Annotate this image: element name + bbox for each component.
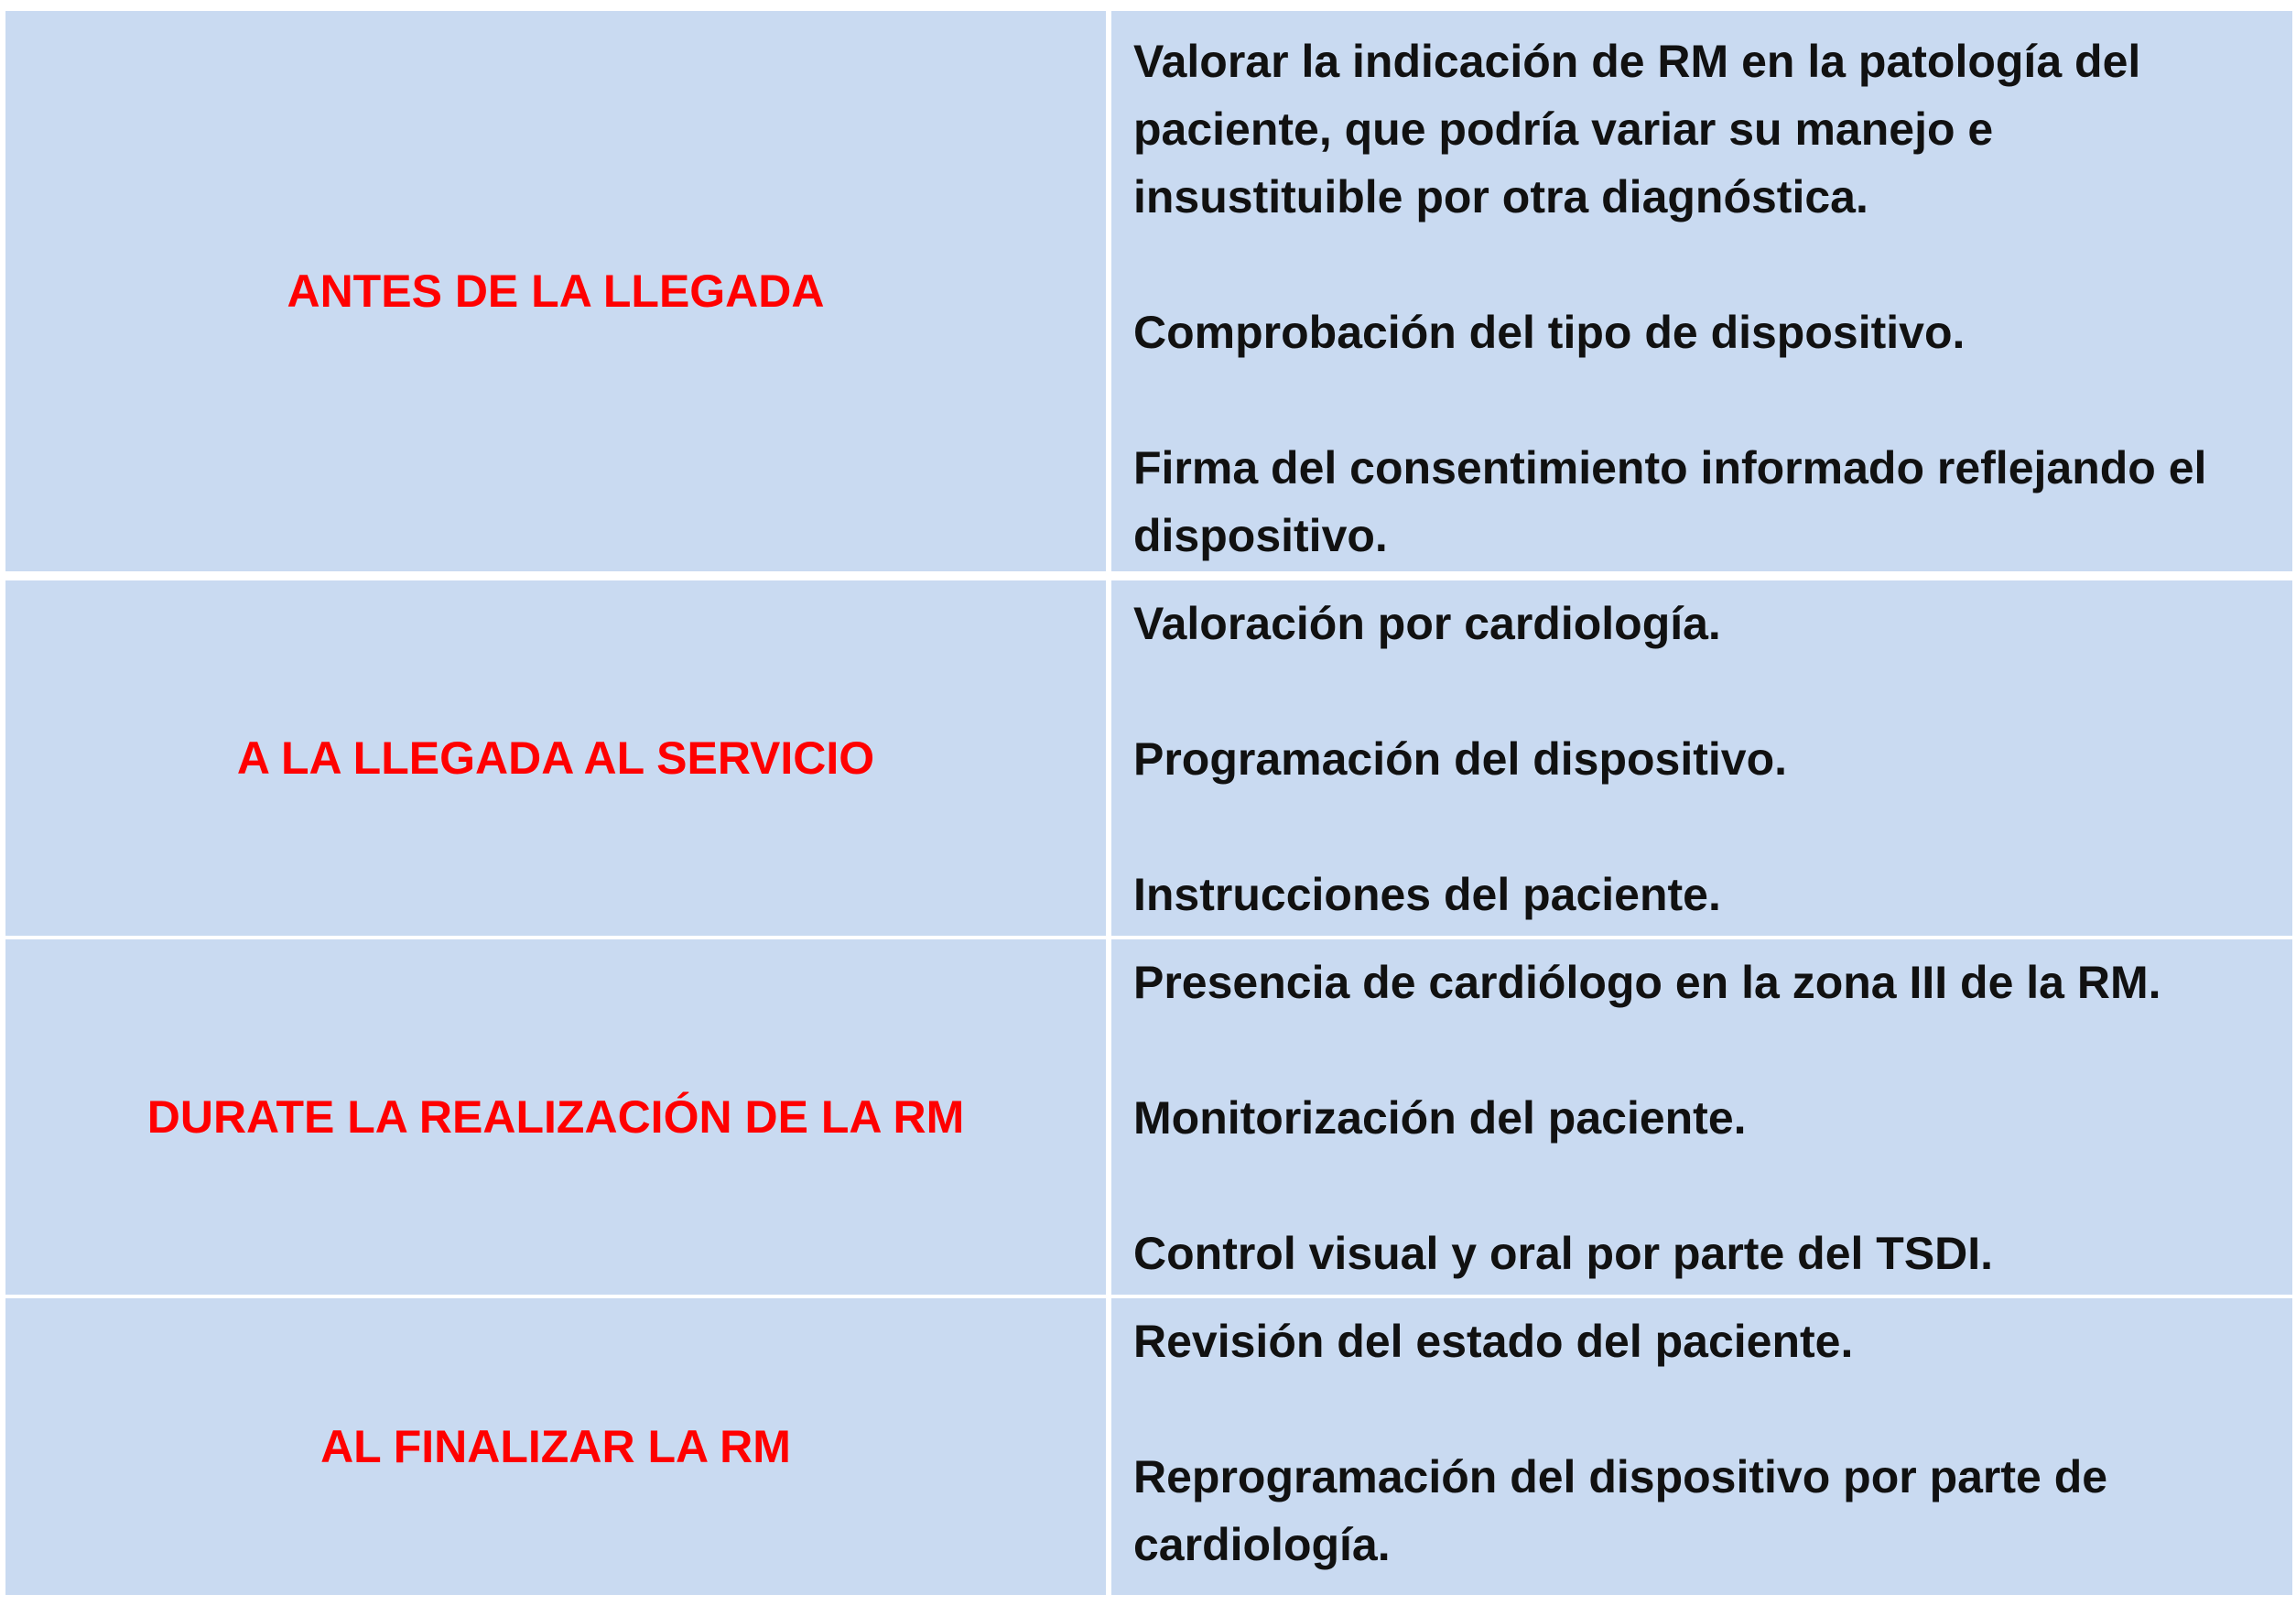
step-text: Presencia de cardiólogo en la zona III de la RM.: [1133, 957, 2161, 1008]
phase-label: AL FINALIZAR LA RM: [320, 1421, 791, 1472]
phase-cell: [5, 939, 1106, 1295]
step-text: Revisión del estado del paciente.: [1133, 1316, 1854, 1367]
step-text: Comprobación del tipo de dispositivo.: [1133, 307, 1966, 358]
row-divider: [5, 571, 2292, 580]
protocol-table: [5, 11, 2292, 1595]
phase-label: DURATE LA REALIZACIÓN DE LA RM: [146, 1091, 965, 1143]
step-text: Firma del consentimiento informado reflejando el dispositivo.: [1133, 442, 2207, 561]
step-text: Programación del dispositivo.: [1133, 733, 1788, 785]
phase-cell: [5, 580, 1106, 936]
step-text: Monitorización del paciente.: [1133, 1092, 1747, 1144]
phase-cell: [5, 11, 1106, 571]
step-text: Reprogramación del dispositivo por parte de cardiología.: [1133, 1451, 2108, 1570]
phase-cell: [5, 1298, 1106, 1595]
step-text: Valoración por cardiología.: [1133, 598, 1721, 649]
phase-label: ANTES DE LA LLEGADA: [287, 266, 825, 317]
step-text: Control visual y oral por parte del TSDI.: [1133, 1228, 1994, 1279]
steps-cell: [1111, 939, 2292, 1295]
steps-cell: [1111, 580, 2292, 936]
step-text: Valorar la indicación de RM en la patología del paciente, que podría variar su manejo e insustituible por otra diagnóstica.: [1133, 36, 2141, 222]
phase-label: A LA LLEGADA AL SERVICIO: [236, 732, 875, 784]
steps-cell: [1111, 11, 2292, 571]
steps-cell: [1111, 1298, 2292, 1595]
step-text: Instrucciones del paciente.: [1133, 869, 1721, 920]
